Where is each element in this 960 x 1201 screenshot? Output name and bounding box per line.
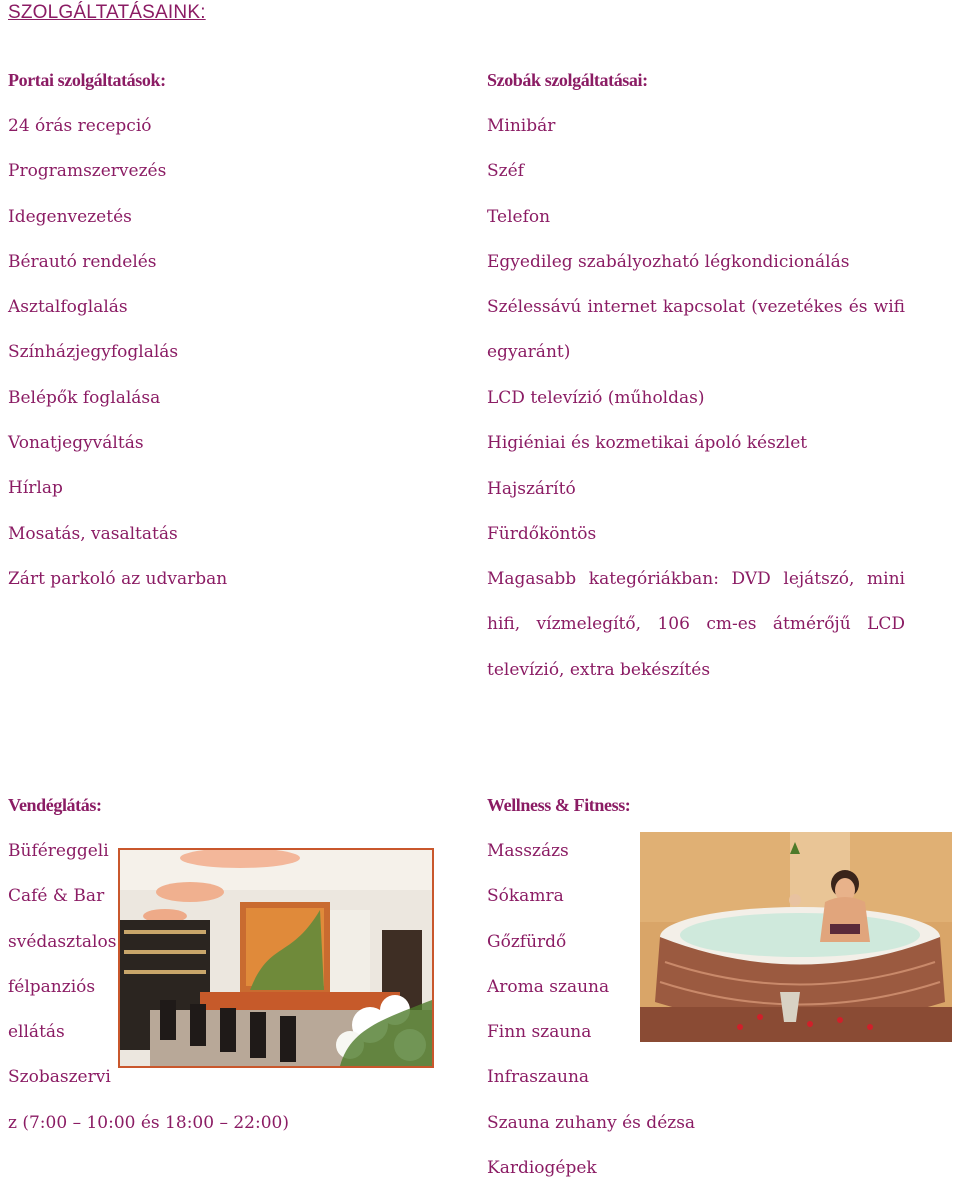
list-item: Café & Bar: [8, 886, 105, 907]
list-item: Kardiogépek: [487, 1158, 597, 1179]
list-item: Aroma szauna: [487, 976, 610, 997]
list-item: LCD televízió (műholdas): [487, 388, 705, 408]
internet-item: Szélessávú internet kapcsolat (vezetékes és wifi egyaránt): [487, 297, 905, 363]
wellness-heading: Wellness & Fitness:: [487, 795, 631, 815]
list-item: Vonatjegyváltás: [8, 433, 144, 454]
portai-heading: Portai szolgáltatások:: [8, 70, 166, 90]
list-item: Gőzfürdő: [487, 931, 567, 952]
szobak-heading: Szobák szolgáltatásai:: [487, 70, 648, 90]
list-item: Higiéniai és kozmetikai ápoló készlet: [487, 433, 808, 454]
list-item: Zárt parkoló az udvarban: [8, 568, 228, 589]
list-item: z (7:00 – 10:00 és 18:00 – 22:00): [8, 1112, 289, 1133]
list-item: ellátás: [8, 1022, 65, 1043]
jacuzzi-photo: [640, 832, 952, 1042]
list-item: Hírlap: [8, 478, 63, 499]
list-item: Szobaszervi: [8, 1067, 111, 1088]
list-item: Infraszauna: [487, 1067, 590, 1088]
list-item: Masszázs: [487, 841, 569, 861]
list-item: Szauna zuhany és dézsa: [487, 1112, 696, 1133]
list-item: Fürdőköntös: [487, 523, 597, 544]
list-item: Programszervezés: [8, 161, 167, 182]
list-item: Finn szauna: [487, 1022, 592, 1043]
list-item: Idegenvezetés: [8, 206, 132, 227]
list-item: Asztalfoglalás: [8, 297, 128, 318]
portai-list: [8, 114, 227, 612]
list-item: Színházjegyfoglalás: [8, 342, 179, 363]
magasabb-item: Magasabb kategóriákban: DVD lejátszó, mini hifi, vízmelegítő, 106 cm-es átmérőjű LCD televízió, extra bekészítés: [487, 569, 905, 680]
list-item: svédasztalos: [8, 931, 117, 952]
list-item: félpanziós: [8, 976, 96, 997]
list-item: Egyedileg szabályozható légkondicionálás: [487, 251, 850, 272]
list-item: Sókamra: [487, 886, 564, 907]
restaurant-photo: [118, 848, 434, 1068]
list-item: Telefon: [487, 206, 551, 227]
list-item: Mosatás, vasaltatás: [8, 523, 178, 544]
szobak-list-2: [487, 386, 807, 567]
list-item: 24 órás recepció: [8, 116, 152, 136]
page-title: SZOLGÁLTATÁSAINK:: [8, 2, 206, 23]
vendeglatas-heading: Vendéglátás:: [8, 795, 102, 815]
list-item: Hajszárító: [487, 478, 576, 499]
list-item: Minibár: [487, 116, 556, 136]
list-item: Bérautó rendelés: [8, 251, 157, 272]
list-item: Belépők foglalása: [8, 387, 161, 408]
szobak-list: [487, 114, 849, 295]
list-item: Büféreggeli: [8, 841, 109, 861]
list-item: Széf: [487, 161, 524, 182]
